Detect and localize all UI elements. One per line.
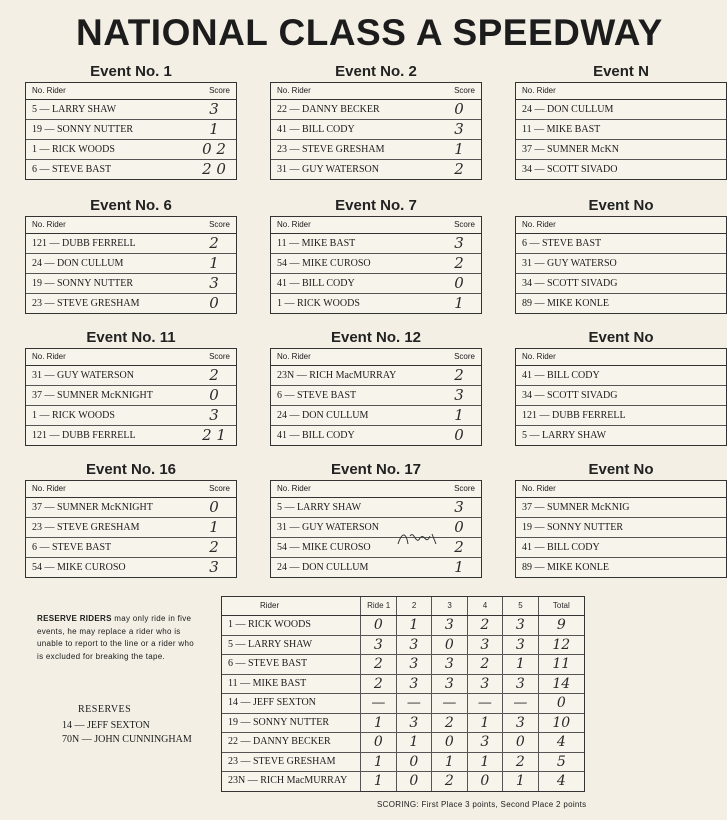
rider-score: 3 <box>454 120 464 138</box>
rider-name: 5 — LARRY SHAW <box>522 430 607 441</box>
summary-rider-name: 6 — STEVE BAST <box>222 655 361 674</box>
ride-score: 3 <box>432 675 468 694</box>
summary-row <box>222 655 584 675</box>
rider-score: 0 <box>454 274 464 292</box>
table-row <box>516 498 726 518</box>
table-row <box>516 518 726 538</box>
header-no-rider: No. Rider <box>277 220 311 229</box>
event-card <box>25 196 237 314</box>
rider-score: 3 <box>209 406 219 424</box>
event-title: Event No. 1 <box>90 63 172 80</box>
ride-score: 3 <box>468 675 504 694</box>
event-card <box>515 62 727 180</box>
rider-score: 2 <box>209 366 219 384</box>
table-row <box>26 426 236 445</box>
header-score: Score <box>209 86 230 95</box>
ride-score: 0 <box>503 733 539 752</box>
rider-score: 0 <box>209 498 219 516</box>
handwritten-note-scribble <box>396 528 440 550</box>
rider-name: 89 — MIKE KONLE <box>522 562 609 573</box>
rider-name: 24 — DON CULLUM <box>277 562 369 573</box>
event-table <box>25 348 237 446</box>
table-row <box>271 538 481 558</box>
rider-score: 1 <box>454 558 464 576</box>
rider-score: 0 <box>454 518 464 536</box>
rider-name: 1 — RICK WOODS <box>32 410 115 421</box>
ride-score: 3 <box>432 655 468 674</box>
header-no-rider: No. Rider <box>522 484 556 493</box>
table-row <box>26 558 236 577</box>
event-table-header <box>516 83 726 100</box>
event-table <box>25 480 237 578</box>
header-no-rider: No. Rider <box>32 484 66 493</box>
total-score: 4 <box>556 773 566 789</box>
event-title: Event No <box>588 329 654 346</box>
total-score: 4 <box>556 734 566 750</box>
table-row <box>271 406 481 426</box>
event-table <box>515 216 727 314</box>
table-row <box>271 140 481 160</box>
rider-name: 24 — DON CULLUM <box>32 258 124 269</box>
summary-header-ride: 3 <box>432 597 467 615</box>
summary-row <box>222 753 584 773</box>
page-title: NATIONAL CLASS A SPEEDWAY <box>76 12 663 53</box>
rider-name: 22 — DANNY BECKER <box>277 104 380 115</box>
ride-score: 3 <box>397 636 433 655</box>
points-summary-table <box>221 596 585 792</box>
summary-row <box>222 733 584 753</box>
scoring-footnote: SCORING: First Place 3 points, Second Place 2 points <box>377 800 587 809</box>
event-table-header <box>271 217 481 234</box>
event-title: Event No <box>588 461 654 478</box>
rider-score: 0 <box>209 386 219 404</box>
ride-score: 2 <box>468 616 504 635</box>
summary-row <box>222 616 584 636</box>
ride-score: 0 <box>468 772 504 791</box>
header-no-rider: No. Rider <box>522 352 556 361</box>
total-score: 12 <box>552 636 571 653</box>
table-row <box>516 294 726 313</box>
ride-score: 0 <box>432 636 468 655</box>
rider-score: 2 <box>454 160 464 178</box>
rider-name: 5 — LARRY SHAW <box>277 502 362 513</box>
ride-score: 1 <box>468 714 504 733</box>
table-row <box>516 140 726 160</box>
total-score: 14 <box>552 675 571 692</box>
rider-score: 1 <box>209 254 219 272</box>
table-row <box>26 160 236 179</box>
event-title: Event No <box>588 197 654 214</box>
event-card <box>270 460 482 578</box>
ride-score: 3 <box>397 655 433 674</box>
ride-score: 3 <box>503 636 539 655</box>
summary-header-ride: 5 <box>503 597 538 615</box>
table-row <box>516 406 726 426</box>
rider-name: 1 — RICK WOODS <box>32 144 115 155</box>
rider-name: 19 — SONNY NUTTER <box>32 278 134 289</box>
rider-name: 24 — DON CULLUM <box>522 104 614 115</box>
rider-name: 41 — BILL CODY <box>522 542 600 553</box>
summary-rider-name: 23 — STEVE GRESHAM <box>222 753 361 772</box>
summary-rider-name: 22 — DANNY BECKER <box>222 733 361 752</box>
ride-score: 0 <box>397 772 433 791</box>
event-title: Event No. 16 <box>85 461 177 478</box>
summary-row <box>222 675 584 695</box>
summary-rider-name: 14 — JEFF SEXTON <box>222 694 361 713</box>
rider-name: 23 — STEVE GRESHAM <box>277 144 385 155</box>
table-row <box>516 538 726 558</box>
ride-score: 3 <box>503 675 539 694</box>
ride-score: 2 <box>361 655 397 674</box>
ride-score: 1 <box>397 616 433 635</box>
rider-name: 34 — SCOTT SIVADG <box>522 278 618 289</box>
event-title: Event No. 17 <box>330 461 422 478</box>
rider-name: 6 — STEVE BAST <box>522 238 602 249</box>
rider-name: 121 — DUBB FERRELL <box>522 410 626 421</box>
summary-header-ride: Ride 1 <box>361 597 396 615</box>
rider-name: 19 — SONNY NUTTER <box>522 522 624 533</box>
ride-score: — <box>468 694 504 713</box>
reserve-riders-note <box>37 613 195 663</box>
table-row <box>516 160 726 179</box>
rider-name: 41 — BILL CODY <box>277 430 355 441</box>
rider-name: 54 — MIKE CUROSO <box>32 562 126 573</box>
event-table <box>270 82 482 180</box>
rider-score: 3 <box>209 558 219 576</box>
header-score: Score <box>454 86 475 95</box>
ride-score: 2 <box>468 655 504 674</box>
header-score: Score <box>209 352 230 361</box>
rider-score: 1 <box>209 518 219 536</box>
table-row <box>271 294 481 313</box>
table-row <box>26 274 236 294</box>
event-table <box>25 82 237 180</box>
header-score: Score <box>209 220 230 229</box>
ride-score: — <box>432 694 468 713</box>
table-row <box>516 100 726 120</box>
ride-score: 1 <box>361 753 397 772</box>
event-card <box>515 196 727 314</box>
reserve-note-bold: RESERVE RIDERS <box>37 614 112 623</box>
ride-score: 2 <box>361 675 397 694</box>
rider-score: 1 <box>209 120 219 138</box>
summary-row <box>222 714 584 734</box>
event-table <box>515 480 727 578</box>
event-card <box>25 460 237 578</box>
table-row <box>271 518 481 538</box>
rider-name: 31 — GUY WATERSON <box>277 164 379 175</box>
ride-score: 3 <box>361 636 397 655</box>
rider-name: 37 — SUMNER McKNIGHT <box>32 502 153 513</box>
table-row <box>516 254 726 274</box>
event-table-header <box>516 481 726 498</box>
event-table-header <box>26 481 236 498</box>
ride-score: 3 <box>432 616 468 635</box>
ride-score: — <box>503 694 539 713</box>
rider-name: 5 — LARRY SHAW <box>32 104 117 115</box>
table-row <box>516 558 726 577</box>
summary-header-ride: 4 <box>468 597 503 615</box>
ride-score: 1 <box>468 753 504 772</box>
summary-row <box>222 772 584 791</box>
table-row <box>271 386 481 406</box>
table-row <box>271 254 481 274</box>
rider-name: 89 — MIKE KONLE <box>522 298 609 309</box>
ride-score: 1 <box>361 714 397 733</box>
rider-score: 2 1 <box>202 426 226 444</box>
rider-score: 1 <box>454 406 464 424</box>
event-table-header <box>26 349 236 366</box>
ride-score: 3 <box>468 733 504 752</box>
total-score: 0 <box>556 695 566 711</box>
rider-name: 37 — SUMNER McKNIGHT <box>32 390 153 401</box>
ride-score: 3 <box>468 636 504 655</box>
summary-row <box>222 694 584 714</box>
rider-score: 1 <box>454 294 464 312</box>
table-row <box>271 498 481 518</box>
table-row <box>516 234 726 254</box>
ride-score: — <box>397 694 433 713</box>
table-row <box>516 426 726 445</box>
rider-name: 121 — DUBB FERRELL <box>32 430 136 441</box>
event-table-header <box>271 83 481 100</box>
rider-score: 2 0 <box>202 160 226 178</box>
ride-score: 1 <box>397 733 433 752</box>
ride-score: 3 <box>503 714 539 733</box>
rider-score: 3 <box>209 274 219 292</box>
table-row <box>271 160 481 179</box>
table-row <box>26 498 236 518</box>
ride-score: 1 <box>503 772 539 791</box>
table-row <box>26 120 236 140</box>
table-row <box>271 120 481 140</box>
summary-header-row <box>222 597 584 616</box>
table-row <box>26 518 236 538</box>
reserve-rider: 14 — JEFF SEXTON <box>62 720 150 731</box>
header-no-rider: No. Rider <box>522 86 556 95</box>
ride-score: 1 <box>432 753 468 772</box>
event-table-header <box>271 349 481 366</box>
ride-score: 1 <box>361 772 397 791</box>
total-score: 5 <box>556 753 566 770</box>
rider-name: 11 — MIKE BAST <box>277 238 356 249</box>
ride-score: 2 <box>432 714 468 733</box>
event-table <box>515 82 727 180</box>
rider-name: 11 — MIKE BAST <box>522 124 601 135</box>
ride-score: 0 <box>361 733 397 752</box>
event-card <box>270 328 482 446</box>
table-row <box>26 234 236 254</box>
rider-name: 54 — MIKE CUROSO <box>277 542 371 553</box>
event-title: Event No. 6 <box>90 197 172 214</box>
ride-score: 3 <box>397 714 433 733</box>
table-row <box>516 386 726 406</box>
ride-score: 2 <box>432 772 468 791</box>
rider-name: 24 — DON CULLUM <box>277 410 369 421</box>
reserve-note-text: may only ride in five events, he may replace a rider who is unable to report to the line or a rider who is excluded for breaking the tape. <box>37 614 194 661</box>
rider-name: 34 — SCOTT SIVADG <box>522 390 618 401</box>
rider-score: 3 <box>454 498 464 516</box>
header-no-rider: No. Rider <box>32 352 66 361</box>
header-no-rider: No. Rider <box>277 352 311 361</box>
event-title: Event No. 2 <box>335 63 417 80</box>
header-no-rider: No. Rider <box>277 86 311 95</box>
event-table-header <box>26 83 236 100</box>
table-row <box>271 274 481 294</box>
table-row <box>271 558 481 577</box>
reserves-heading: RESERVES <box>78 704 132 715</box>
summary-rider-name: 11 — MIKE BAST <box>222 675 361 694</box>
event-card <box>270 196 482 314</box>
rider-score: 3 <box>209 100 219 118</box>
ride-score: 0 <box>432 733 468 752</box>
table-row <box>516 366 726 386</box>
header-score: Score <box>454 220 475 229</box>
rider-score: 3 <box>454 386 464 404</box>
rider-score: 3 <box>454 234 464 252</box>
event-card <box>270 62 482 180</box>
rider-name: 41 — BILL CODY <box>277 124 355 135</box>
table-row <box>26 366 236 386</box>
table-row <box>271 366 481 386</box>
summary-row <box>222 636 584 656</box>
rider-name: 34 — SCOTT SIVADO <box>522 164 618 175</box>
reserve-rider: 70N — JOHN CUNNINGHAM <box>62 734 192 745</box>
event-table-header <box>271 481 481 498</box>
total-score: 9 <box>556 617 566 633</box>
event-title: Event No. 11 <box>86 329 176 346</box>
rider-score: 2 <box>454 538 464 556</box>
rider-name: 37 — SUMNER McKN <box>522 144 619 155</box>
rider-score: 2 <box>454 366 464 384</box>
rider-score: 2 <box>209 234 219 252</box>
table-row <box>516 120 726 140</box>
summary-header-rider: Rider <box>222 597 361 615</box>
table-row <box>26 386 236 406</box>
rider-name: 41 — BILL CODY <box>522 370 600 381</box>
event-title: Event N <box>593 63 649 80</box>
header-no-rider: No. Rider <box>277 484 311 493</box>
ride-score: 0 <box>361 616 397 635</box>
event-title: Event No. 12 <box>330 329 422 346</box>
rider-score: 2 <box>209 538 219 556</box>
rider-score: 1 <box>454 140 464 158</box>
rider-score: 0 2 <box>202 140 226 158</box>
table-row <box>26 140 236 160</box>
rider-name: 19 — SONNY NUTTER <box>32 124 134 135</box>
rider-score: 2 <box>454 254 464 272</box>
summary-rider-name: 5 — LARRY SHAW <box>222 636 361 655</box>
rider-score: 0 <box>209 294 219 312</box>
event-card <box>25 328 237 446</box>
table-row <box>516 274 726 294</box>
rider-name: 1 — RICK WOODS <box>277 298 360 309</box>
summary-rider-name: 1 — RICK WOODS <box>222 616 361 635</box>
header-score: Score <box>454 484 475 493</box>
ride-score: — <box>361 694 397 713</box>
rider-name: 41 — BILL CODY <box>277 278 355 289</box>
summary-header-total: Total <box>552 601 570 610</box>
event-table <box>270 480 482 578</box>
rider-name: 54 — MIKE CUROSO <box>277 258 371 269</box>
event-table <box>270 216 482 314</box>
ride-score: 0 <box>397 753 433 772</box>
table-row <box>26 406 236 426</box>
rider-name: 6 — STEVE BAST <box>32 164 112 175</box>
table-row <box>26 254 236 274</box>
event-card <box>515 328 727 446</box>
total-score: 11 <box>552 656 571 672</box>
header-no-rider: No. Rider <box>32 220 66 229</box>
header-score: Score <box>209 484 230 493</box>
summary-header-ride: 2 <box>397 597 432 615</box>
event-card <box>25 62 237 180</box>
rider-name: 37 — SUMNER McKNIG <box>522 502 630 513</box>
table-row <box>26 294 236 313</box>
rider-name: 6 — STEVE BAST <box>32 542 112 553</box>
header-no-rider: No. Rider <box>32 86 66 95</box>
rider-name: 31 — GUY WATERSON <box>277 522 379 533</box>
rider-name: 121 — DUBB FERRELL <box>32 238 136 249</box>
rider-name: 23 — STEVE GRESHAM <box>32 522 140 533</box>
event-title: Event No. 7 <box>335 197 417 214</box>
table-row <box>271 234 481 254</box>
table-row <box>26 538 236 558</box>
rider-name: 31 — GUY WATERSON <box>32 370 134 381</box>
ride-score: 2 <box>503 753 539 772</box>
ride-score: 3 <box>397 675 433 694</box>
total-score: 10 <box>552 714 571 731</box>
header-no-rider: No. Rider <box>522 220 556 229</box>
event-table <box>270 348 482 446</box>
table-row <box>26 100 236 120</box>
event-table-header <box>516 349 726 366</box>
event-table-header <box>26 217 236 234</box>
ride-score: 1 <box>503 655 539 674</box>
rider-name: 23 — STEVE GRESHAM <box>32 298 140 309</box>
event-table <box>515 348 727 446</box>
summary-rider-name: 19 — SONNY NUTTER <box>222 714 361 733</box>
rider-name: 6 — STEVE BAST <box>277 390 357 401</box>
event-card <box>515 460 727 578</box>
event-table <box>25 216 237 314</box>
summary-rider-name: 23N — RICH MacMURRAY <box>222 772 361 791</box>
header-score: Score <box>454 352 475 361</box>
rider-name: 23N — RICH MacMURRAY <box>277 370 397 381</box>
table-row <box>271 100 481 120</box>
table-row <box>271 426 481 445</box>
event-table-header <box>516 217 726 234</box>
rider-score: 0 <box>454 426 464 444</box>
rider-score: 0 <box>454 100 464 118</box>
ride-score: 3 <box>503 616 539 635</box>
rider-name: 31 — GUY WATERSO <box>522 258 617 269</box>
